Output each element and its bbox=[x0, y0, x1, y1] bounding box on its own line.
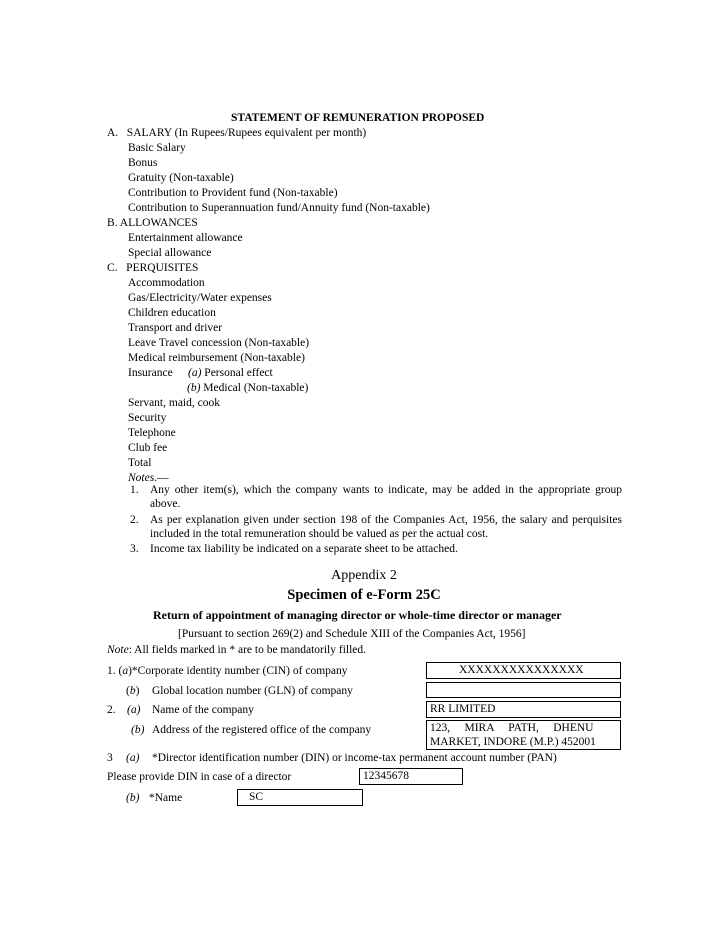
appendix-title: Specimen of e-Form 25C bbox=[287, 587, 441, 603]
q2a-text: Name of the company bbox=[152, 704, 254, 716]
q1b-label bbox=[126, 684, 139, 699]
mandatory-note-label: Note bbox=[107, 644, 129, 656]
q1a-text: )*Corporate identity number (CIN) of company bbox=[128, 665, 348, 677]
section-a-heading: A. SALARY (In Rupees/Rupees equivalent per month) bbox=[107, 127, 367, 139]
mandatory-note bbox=[107, 643, 366, 658]
insurance-b-text: Medical (Non-taxable) bbox=[200, 382, 309, 394]
notes-dash: .— bbox=[154, 472, 169, 484]
section-c-item: Medical reimbursement (Non-taxable) bbox=[128, 352, 305, 364]
section-c-item: Transport and driver bbox=[128, 322, 223, 334]
cin-value: XXXXXXXXXXXXXXX bbox=[459, 664, 584, 676]
section-a-item: Contribution to Provident fund (Non-taxable) bbox=[128, 187, 338, 199]
section-c-item: Leave Travel concession (Non-taxable) bbox=[128, 337, 310, 349]
address-field[interactable] bbox=[426, 720, 621, 750]
din-value: 12345678 bbox=[363, 770, 409, 782]
section-a-item: Basic Salary bbox=[128, 142, 186, 154]
section-b-item: Special allowance bbox=[128, 247, 212, 259]
section-c-heading: C. PERQUISITES bbox=[107, 262, 199, 274]
q3b-text: *Name bbox=[149, 792, 183, 804]
note-text-line: Any other item(s), which the company wants to indicate, may be added in the appropriate group bbox=[150, 484, 622, 496]
section-c-item: Accommodation bbox=[128, 277, 205, 289]
insurance-a-marker: (a) bbox=[188, 367, 202, 379]
section-b-item: Entertainment allowance bbox=[128, 232, 243, 244]
section-c-item: Servant, maid, cook bbox=[128, 397, 220, 409]
q1a-letter: a bbox=[122, 665, 129, 677]
mandatory-note-text: : All fields marked in * are to be mandatorily filled. bbox=[128, 644, 367, 656]
insurance-option-b bbox=[187, 381, 308, 396]
q1b-text: Global location number (GLN) of company bbox=[152, 685, 353, 697]
note-text-line: Income tax liability be indicated on a separate sheet to be attached. bbox=[150, 543, 458, 555]
q3b-paren: (b) bbox=[126, 792, 140, 804]
company-name-value: RR LIMITED bbox=[430, 703, 496, 715]
q2b-text: Address of the registered office of the company bbox=[152, 724, 372, 736]
section-b-heading: B. ALLOWANCES bbox=[107, 217, 198, 229]
address-line2: MARKET, INDORE (M.P.) 452001 bbox=[430, 736, 596, 748]
statement-title: STATEMENT OF REMUNERATION PROPOSED bbox=[231, 112, 485, 124]
section-c-item: Club fee bbox=[128, 442, 168, 454]
note-text-line: included in the total remuneration should be valued as per the actual cost. bbox=[150, 528, 489, 540]
section-c-item: Total bbox=[128, 457, 152, 469]
note-number: 2. bbox=[130, 514, 139, 526]
appendix-label: Appendix 2 bbox=[331, 568, 397, 583]
insurance-b-marker: (b) bbox=[187, 382, 201, 394]
appendix-pursuant: [Pursuant to section 269(2) and Schedule XIII of the Companies Act, 1956] bbox=[178, 628, 526, 640]
director-name-value: SC bbox=[249, 791, 264, 803]
q3a-paren: (a) bbox=[126, 752, 140, 764]
insurance-label: Insurance bbox=[128, 367, 173, 379]
q2b-paren: (b) bbox=[131, 724, 145, 736]
section-c-item: Children education bbox=[128, 307, 216, 319]
q1b-close: ) bbox=[135, 685, 140, 697]
section-c-item: Telephone bbox=[128, 427, 176, 439]
q2a-paren: (a) bbox=[127, 704, 141, 716]
q3a-text: *Director identification number (DIN) or income-tax permanent account number (PAN) bbox=[152, 752, 557, 764]
cin-field[interactable] bbox=[426, 662, 621, 679]
note-number: 3. bbox=[130, 543, 139, 555]
note-text-line: above. bbox=[150, 498, 181, 510]
q1a-label bbox=[107, 664, 348, 679]
section-c-item: Gas/Electricity/Water expenses bbox=[128, 292, 272, 304]
section-a-item: Contribution to Superannuation fund/Annuity fund (Non-taxable) bbox=[128, 202, 430, 214]
section-c-item: Security bbox=[128, 412, 167, 424]
q1a-prefix: 1. ( bbox=[107, 665, 123, 677]
director-name-field[interactable] bbox=[237, 789, 363, 806]
insurance-a-text: Personal effect bbox=[201, 367, 273, 379]
q2a-number: 2. bbox=[107, 704, 116, 716]
q1b-letter: b bbox=[129, 685, 136, 697]
note-text-line: As per explanation given under section 198 of the Companies Act, 1956, the salary and perquisites bbox=[150, 514, 622, 526]
q3-number: 3 bbox=[107, 752, 113, 764]
note-number: 1. bbox=[130, 484, 139, 496]
appendix-subtitle: Return of appointment of managing director or whole-time director or manager bbox=[153, 608, 562, 622]
section-a-item: Gratuity (Non-taxable) bbox=[128, 172, 234, 184]
insurance-option-a bbox=[188, 366, 273, 381]
address-line1: 123, MIRA PATH, DHENU bbox=[430, 722, 594, 734]
gln-field[interactable] bbox=[426, 682, 621, 698]
q1b-open: ( bbox=[126, 685, 130, 697]
din-prompt: Please provide DIN in case of a director bbox=[107, 771, 292, 783]
notes-label: Notes bbox=[128, 472, 155, 484]
company-name-field[interactable] bbox=[426, 701, 621, 718]
din-field[interactable] bbox=[359, 768, 463, 785]
section-a-item: Bonus bbox=[128, 157, 158, 169]
